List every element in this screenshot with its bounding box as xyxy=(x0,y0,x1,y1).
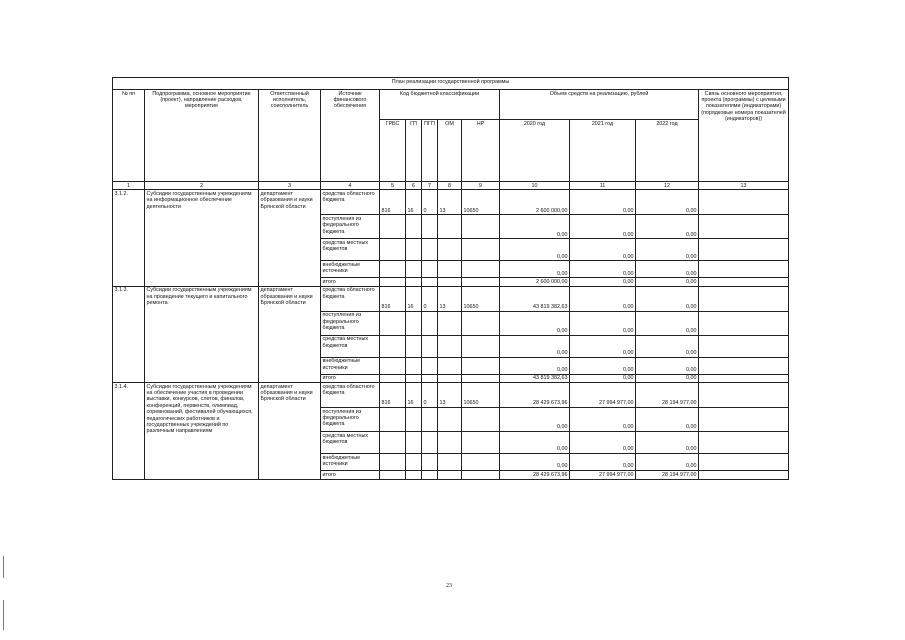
header-source: Источник финансового обеспечения xyxy=(321,90,380,182)
header-grbs: ГРБС xyxy=(380,120,406,182)
amount-2020: 2 600 000,00 xyxy=(500,278,570,286)
code-nr xyxy=(462,432,500,454)
indicator-link xyxy=(699,432,789,454)
code-pgp xyxy=(422,357,438,374)
code-gp xyxy=(406,215,422,239)
header-volume: Объем средств на реализацию, рублей xyxy=(500,90,699,120)
funding-source: средства местных бюджетов xyxy=(321,335,380,357)
indicator-link xyxy=(699,335,789,357)
header-nr: НР xyxy=(462,120,500,182)
amount-2022: 0,00 xyxy=(636,374,699,382)
table-row xyxy=(113,383,789,408)
amount-2020: 0,00 xyxy=(500,261,570,278)
amount-2020: 0,00 xyxy=(500,432,570,454)
amount-2021: 0,00 xyxy=(570,335,636,357)
code-nr: 10650 xyxy=(462,383,500,408)
amount-2022: 28 194 977,00 xyxy=(636,471,699,479)
col-number: 12 xyxy=(636,182,699,190)
code-pgp xyxy=(422,261,438,278)
code-gp xyxy=(406,374,422,382)
indicator-link xyxy=(699,454,789,471)
column-number-row xyxy=(113,182,789,190)
code-om xyxy=(438,471,462,479)
amount-2022: 0,00 xyxy=(636,215,699,239)
code-pgp xyxy=(422,454,438,471)
code-om xyxy=(438,432,462,454)
funding-source: внебюджетные источники xyxy=(321,454,380,471)
funding-source: итого xyxy=(321,374,380,382)
amount-2022: 0,00 xyxy=(636,432,699,454)
code-om xyxy=(438,408,462,432)
code-om xyxy=(438,311,462,335)
col-number: 2 xyxy=(145,182,259,190)
code-nr xyxy=(462,215,500,239)
amount-2021: 0,00 xyxy=(570,454,636,471)
amount-2022: 0,00 xyxy=(636,278,699,286)
code-gp xyxy=(406,432,422,454)
col-number: 10 xyxy=(500,182,570,190)
header-subprogram: Подпрограмма, основное мероприятие (проект), направление расходов, мероприятие xyxy=(145,90,259,182)
col-number: 13 xyxy=(699,182,789,190)
funding-source: внебюджетные источники xyxy=(321,261,380,278)
responsible-executor: департамент образования и науки Брянской области xyxy=(259,286,321,382)
amount-2022: 0,00 xyxy=(636,261,699,278)
funding-source: поступления из федерального бюджета xyxy=(321,311,380,335)
code-nr xyxy=(462,278,500,286)
code-pgp: 0 xyxy=(422,383,438,408)
amount-2021: 0,00 xyxy=(570,374,636,382)
code-grbs xyxy=(380,471,406,479)
amount-2020: 0,00 xyxy=(500,357,570,374)
code-nr xyxy=(462,357,500,374)
code-gp xyxy=(406,357,422,374)
code-gp: 16 xyxy=(406,383,422,408)
code-nr xyxy=(462,408,500,432)
amount-2022: 0,00 xyxy=(636,357,699,374)
col-number: 8 xyxy=(438,182,462,190)
header-om: ОМ xyxy=(438,120,462,182)
header-year-2021: 2021 год xyxy=(570,120,636,182)
code-om xyxy=(438,335,462,357)
funding-source: средства областного бюджета xyxy=(321,286,380,311)
code-om: 13 xyxy=(438,286,462,311)
header-pgp: ПГП xyxy=(422,120,438,182)
code-om xyxy=(438,261,462,278)
code-pgp xyxy=(422,408,438,432)
indicator-link xyxy=(699,408,789,432)
indicator-link xyxy=(699,357,789,374)
row-number: 3.1.2. xyxy=(113,190,145,286)
code-grbs xyxy=(380,432,406,454)
funding-source: итого xyxy=(321,278,380,286)
indicator-link xyxy=(699,190,789,215)
code-pgp xyxy=(422,215,438,239)
amount-2020: 0,00 xyxy=(500,408,570,432)
table-row xyxy=(113,190,789,215)
header-year-2020: 2020 год xyxy=(500,120,570,182)
row-number: 3.1.4. xyxy=(113,383,145,479)
code-grbs: 816 xyxy=(380,383,406,408)
col-number: 5 xyxy=(380,182,406,190)
amount-2020: 0,00 xyxy=(500,311,570,335)
code-gp xyxy=(406,239,422,261)
code-om xyxy=(438,278,462,286)
amount-2022: 0,00 xyxy=(636,239,699,261)
funding-source: средства местных бюджетов xyxy=(321,239,380,261)
col-number: 11 xyxy=(570,182,636,190)
amount-2022: 0,00 xyxy=(636,286,699,311)
code-grbs xyxy=(380,215,406,239)
code-pgp xyxy=(422,374,438,382)
amount-2020: 28 429 673,96 xyxy=(500,471,570,479)
amount-2022: 28 194 977,00 xyxy=(636,383,699,408)
funding-source: поступления из федерального бюджета xyxy=(321,215,380,239)
amount-2022: 0,00 xyxy=(636,454,699,471)
header-responsible: Ответственный исполнитель, соисполнитель xyxy=(259,90,321,182)
table-title: План реализации государственной программы xyxy=(113,78,789,90)
amount-2021: 0,00 xyxy=(570,311,636,335)
code-gp xyxy=(406,311,422,335)
code-nr xyxy=(462,261,500,278)
amount-2020: 28 429 673,96 xyxy=(500,383,570,408)
code-grbs xyxy=(380,278,406,286)
indicator-link xyxy=(699,311,789,335)
funding-source: внебюджетные источники xyxy=(321,357,380,374)
code-gp: 16 xyxy=(406,190,422,215)
table-row xyxy=(113,286,789,311)
code-nr: 10650 xyxy=(462,190,500,215)
code-grbs xyxy=(380,357,406,374)
funding-source: итого xyxy=(321,471,380,479)
funding-source: средства областного бюджета xyxy=(321,190,380,215)
amount-2020: 0,00 xyxy=(500,239,570,261)
header-budget-code: Код бюджетной классификации xyxy=(380,90,500,120)
measure-name: Субсидии государственным учреждениям на обеспечение участия в проведении выставки, конкурсов, слетов, финалов, конференций, первенств, олимпиад, соревнований, фестивалей обучающихся, педагогических работников и государственных учреждений по различным направлениям xyxy=(145,383,259,479)
amount-2021: 0,00 xyxy=(570,190,636,215)
code-gp xyxy=(406,408,422,432)
indicator-link xyxy=(699,471,789,479)
code-grbs xyxy=(380,335,406,357)
code-om: 13 xyxy=(438,383,462,408)
header-link: Связь основного мероприятия, проекта (программы) с целевыми показателями (индикаторами) (порядковые номера показателей (индикаторов)) xyxy=(699,90,789,182)
page-number: 23 xyxy=(446,583,452,589)
code-om xyxy=(438,374,462,382)
amount-2021: 0,00 xyxy=(570,408,636,432)
col-number: 7 xyxy=(422,182,438,190)
code-grbs xyxy=(380,408,406,432)
measure-name: Субсидии государственным учреждениям на информационное обеспечение деятельности xyxy=(145,190,259,286)
amount-2020: 43 819 382,63 xyxy=(500,286,570,311)
code-pgp: 0 xyxy=(422,190,438,215)
indicator-link xyxy=(699,374,789,382)
code-gp: 16 xyxy=(406,286,422,311)
row-number: 3.1.3. xyxy=(113,286,145,382)
amount-2021: 0,00 xyxy=(570,278,636,286)
code-pgp xyxy=(422,278,438,286)
amount-2020: 2 600 000,00 xyxy=(500,190,570,215)
amount-2022: 0,00 xyxy=(636,190,699,215)
code-om: 13 xyxy=(438,190,462,215)
amount-2022: 0,00 xyxy=(636,311,699,335)
indicator-link xyxy=(699,261,789,278)
code-gp xyxy=(406,261,422,278)
code-pgp xyxy=(422,432,438,454)
indicator-link xyxy=(699,239,789,261)
code-gp xyxy=(406,454,422,471)
amount-2021: 0,00 xyxy=(570,239,636,261)
amount-2021: 0,00 xyxy=(570,432,636,454)
code-nr: 10650 xyxy=(462,286,500,311)
code-grbs xyxy=(380,454,406,471)
code-pgp xyxy=(422,471,438,479)
col-number: 1 xyxy=(113,182,145,190)
code-gp xyxy=(406,278,422,286)
scan-edge-mark xyxy=(3,556,4,578)
amount-2021: 0,00 xyxy=(570,215,636,239)
header-year-2022: 2022 год xyxy=(636,120,699,182)
code-nr xyxy=(462,454,500,471)
amount-2022: 0,00 xyxy=(636,408,699,432)
funding-source: средства местных бюджетов xyxy=(321,432,380,454)
amount-2020: 0,00 xyxy=(500,454,570,471)
code-pgp xyxy=(422,239,438,261)
header-gp: ГП xyxy=(406,120,422,182)
funding-source: поступления из федерального бюджета xyxy=(321,408,380,432)
code-om xyxy=(438,454,462,471)
code-nr xyxy=(462,374,500,382)
amount-2021: 0,00 xyxy=(570,357,636,374)
col-number: 4 xyxy=(321,182,380,190)
code-om xyxy=(438,239,462,261)
code-nr xyxy=(462,335,500,357)
responsible-executor: департамент образования и науки Брянской области xyxy=(259,190,321,286)
col-number: 9 xyxy=(462,182,500,190)
code-grbs xyxy=(380,261,406,278)
amount-2021: 27 994 977,00 xyxy=(570,471,636,479)
indicator-link xyxy=(699,215,789,239)
indicator-link xyxy=(699,286,789,311)
amount-2021: 0,00 xyxy=(570,261,636,278)
code-pgp xyxy=(422,311,438,335)
code-nr xyxy=(462,311,500,335)
measure-name: Субсидии государственным учреждениям на проведение текущего и капитального ремонта xyxy=(145,286,259,382)
code-grbs xyxy=(380,311,406,335)
responsible-executor: департамент образования и науки Брянской области xyxy=(259,383,321,479)
code-pgp xyxy=(422,335,438,357)
scan-edge-mark xyxy=(3,600,4,630)
code-grbs: 816 xyxy=(380,286,406,311)
amount-2020: 43 819 382,63 xyxy=(500,374,570,382)
amount-2022: 0,00 xyxy=(636,335,699,357)
code-grbs xyxy=(380,374,406,382)
amount-2020: 0,00 xyxy=(500,215,570,239)
indicator-link xyxy=(699,383,789,408)
col-number: 3 xyxy=(259,182,321,190)
code-om xyxy=(438,215,462,239)
header-num: № пп xyxy=(113,90,145,182)
code-gp xyxy=(406,471,422,479)
code-grbs: 816 xyxy=(380,190,406,215)
indicator-link xyxy=(699,278,789,286)
amount-2020: 0,00 xyxy=(500,335,570,357)
amount-2021: 27 994 977,00 xyxy=(570,383,636,408)
col-number: 6 xyxy=(406,182,422,190)
code-grbs xyxy=(380,239,406,261)
budget-table xyxy=(112,77,789,480)
code-pgp: 0 xyxy=(422,286,438,311)
amount-2021: 0,00 xyxy=(570,286,636,311)
code-om xyxy=(438,357,462,374)
code-nr xyxy=(462,239,500,261)
code-gp xyxy=(406,335,422,357)
funding-source: средства областного бюджета xyxy=(321,383,380,408)
code-nr xyxy=(462,471,500,479)
